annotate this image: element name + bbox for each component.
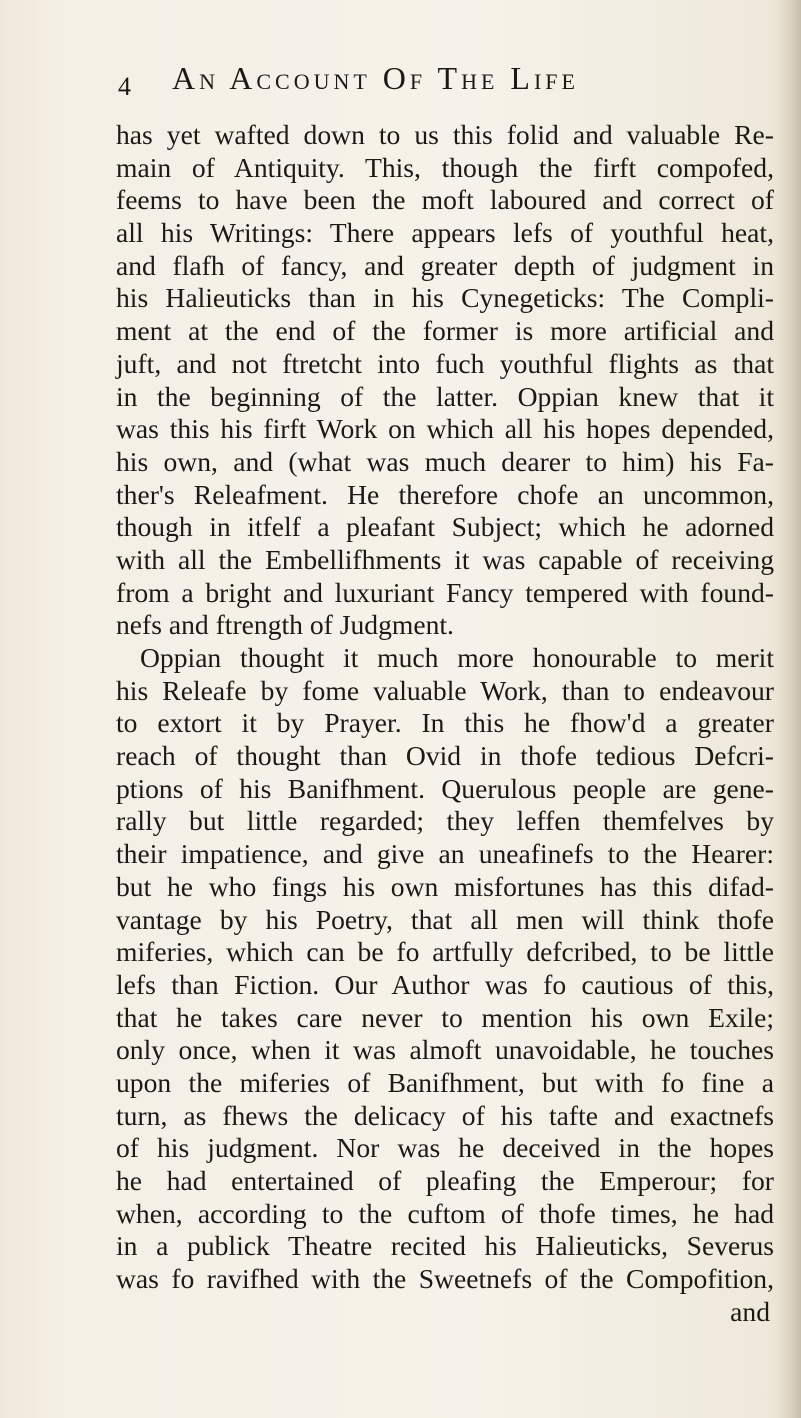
- text-line: reach of thought than Ovid in thofe tedious Defcri-: [116, 740, 774, 772]
- text-line: his Halieuticks than in his Cynegeticks: The Compli-: [116, 282, 774, 314]
- page-edge-shadow: [775, 0, 801, 1418]
- text-line: their impatience, and give an uneafinefs to the Hearer:: [116, 838, 774, 870]
- text-line: has yet wafted down to us this folid and valuable Re-: [116, 119, 774, 150]
- text-line: his Releafe by fome valuable Work, than to endeavour: [116, 674, 774, 706]
- text-line: turn, as fhews the delicacy of his tafte and exactnefs: [116, 1099, 774, 1131]
- text-line: in a publick Theatre recited his Halieuticks, Severus: [116, 1230, 774, 1262]
- text-line: to extort it by Prayer. In this he fhow'd a greater: [116, 707, 774, 739]
- text-line: was fo ravifhed with the Sweetnefs of the Compofition,: [116, 1263, 774, 1295]
- text-line: main of Antiquity. This, though the firft compofed,: [116, 151, 774, 183]
- text-line: was this his firft Work on which all his hopes depended,: [116, 413, 774, 445]
- text-line: upon the miferies of Banifhment, but with fo fine a: [116, 1066, 774, 1098]
- text-line: nefs and ftrength of Judgment.: [116, 609, 454, 641]
- text-line: his own, and (what was much dearer to him) his Fa-: [116, 445, 774, 477]
- text-line: of his judgment. Nor was he deceived in the hopes: [116, 1132, 774, 1164]
- text-line: ment at the end of the former is more artificial and: [116, 315, 774, 347]
- text-line: all his Writings: There appears lefs of youthful heat,: [116, 217, 774, 249]
- text-line: feems to have been the moft laboured and correct of: [116, 184, 774, 216]
- text-line: when, according to the cuftom of thofe times, he had: [116, 1197, 774, 1229]
- text-line: though in itfelf a pleafant Subject; which he adorned: [116, 511, 774, 543]
- page-number: 4: [118, 72, 131, 101]
- text-line: juft, and not ftretcht into fuch youthful flights as that: [116, 347, 774, 379]
- text-line: ptions of his Banifhment. Querulous people are gene-: [116, 772, 774, 804]
- running-head: An Account Of The Life: [172, 60, 579, 96]
- text-line: in the beginning of the latter. Oppian knew that it: [116, 380, 774, 412]
- text-line: vantage by his Poetry, that all men will think thofe: [116, 903, 774, 935]
- text-line: Oppian thought it much more honourable to merit: [140, 642, 774, 673]
- text-line: with all the Embellifhments it was capable of receiving: [116, 543, 774, 575]
- text-line: he had entertained of pleafing the Emperour; for: [116, 1165, 774, 1196]
- text-line: and flafh of fancy, and greater depth of judgment in: [116, 249, 774, 281]
- text-line: rally but little regarded; they leffen themfelves by: [116, 805, 774, 837]
- body-text: [116, 119, 774, 1328]
- text-line: from a bright and luxuriant Fancy tempered with found-: [116, 576, 774, 608]
- text-line: miferies, which can be fo artfully defcribed, to be little: [116, 936, 774, 968]
- text-line: lefs than Fiction. Our Author was fo cautious of this,: [116, 968, 774, 1000]
- page-header: [118, 60, 768, 120]
- text-line: only once, when it was almoft unavoidable, he touches: [116, 1034, 774, 1066]
- text-line: ther's Releafment. He therefore chofe an uncommon,: [116, 478, 774, 510]
- text-line: but he who fings his own misfortunes has this difad-: [116, 870, 774, 902]
- catchword: and: [730, 1295, 770, 1327]
- text-line: that he takes care never to mention his own Exile;: [116, 1001, 774, 1033]
